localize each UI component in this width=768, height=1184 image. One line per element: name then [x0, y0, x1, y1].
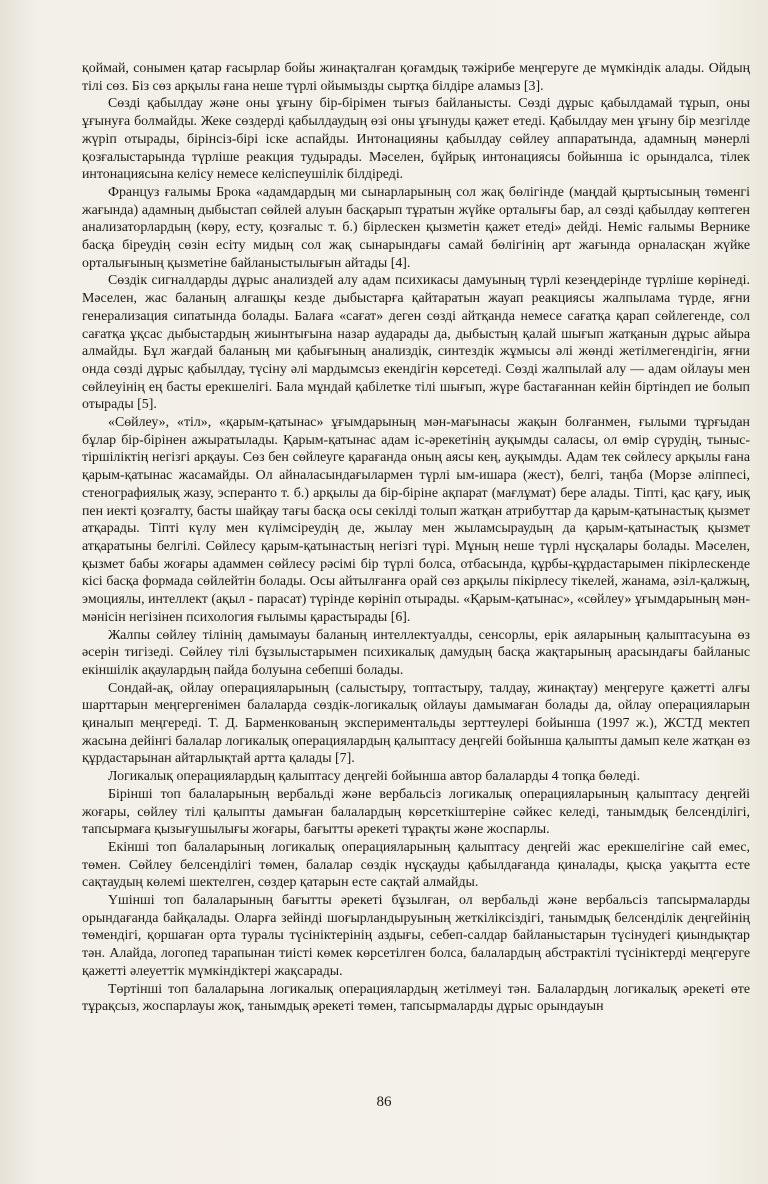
- paragraph-thinking-operations: Сондай-ақ, ойлау операцияларының (салыстыру, топтастыру, талдау, жинақтау) меңгеруге қажетті алғы шарттарын меңгергенімен балаларда сөздік-логикалық ойлауы дамымаған болады да, ойлау операцияларын қиналып меңгереді. Т. Д. Барменкованың экспериментальды зерттеулері бойынша (1997 ж.), ЖСТД мектеп жасына дейінгі балалар логикалық операциялардың қалыптасу деңгейі бойынша қалыпты дамып келе жатқан өз құрдастарынан айтарлықтай артта қалады [7].: [82, 680, 750, 767]
- paragraph-speech-underdevelopment: Жалпы сөйлеу тілінің дамымауы баланың интеллектуалды, сенсорлы, ерік аяларының қалыптасуына өз әсерін тигізеді. Сөйлеу тілі бұзылыстарымен психикалық дамудың басқа жақтарының арасындағы байланыс екіншілік ақаулардың пайда болуына себепші болады.: [82, 627, 750, 678]
- paragraph-group-four: Төртінші топ балаларына логикалық операциялардың жетілмеуі тән. Балалардың логикалық әрекеті өте тұрақсыз, жоспарлауы жоқ, танымдық әрекеті төмен, тапсырмаларды дұрыс орындауын: [82, 981, 750, 1015]
- paragraph-perception: Сөзді қабылдау және оны ұғыну бір-бірімен тығыз байланысты. Сөзді дұрыс қабылдамай тұрып, оны ұғынуға болмайды. Жеке сөздерді қабылдаудың өзі оны ұғынуды қажет етеді. Қабылдау мен ұғыну бір мезгілде жүріп отырады, бірінсіз-бірі іске аспайды. Интонацияны қабылдау сөйлеу аппаратында, адамның мәнерлі қозғалыстарында түрліше реакция тудырады. Мәселен, бұйрық интонациясы бойынша іс орындалса, тілек интонациясына келісу немесе келіспеушілік білдіреді.: [82, 96, 750, 183]
- paragraph-broca: Француз ғалымы Брока «адамдардың ми сынарларының сол жақ бөлігінде (маңдай қыртысының төменгі жағында) адамның дыбыстап сөйлей алуын басқарып тұратын жүйке орталығы бар, ал сөзді қабылдау көптеген анализаторлардың (көру, есту, қозғалыс т. б.) бірлескен қызметін қажет етеді» дейді. Неміс ғалымы Вернике басқа біреудің сөзін есіту мидың сол жақ сынарындағы самай бөлігінің арт жағында орналасқан жүйке орталығының қызметіне байланыстылығын айтады [4].: [82, 184, 750, 271]
- paragraph-continuation: қоймай, сонымен қатар ғасырлар бойы жинақталған қоғамдық тәжірибе меңгеруге де мүмкіндік алады. Ойдың тілі сөз. Біз сөз арқылы ғана неше түрлі ойымызды сыртқа білдіре аламыз [3].: [82, 61, 750, 94]
- paragraph-communication: «Сөйлеу», «тіл», «қарым-қатынас» ұғымдарының мән-мағынасы жақын болғанмен, ғылыми тұрғыдан бұлар бір-бірінен ажыратылады. Қарым-қатынас адам іс-әрекетінің ауқымды саласы, ол өмір сүрудің, тыныс-тіршіліктің негізгі арқауы. Сөз бен сөйлеуге қарағанда оның аясы кең, ауқымды. Адам тек сөйлесу арқылы ғана қарым-қатынас жасамайды. Ол айналасындағылармен түрлі ым-ишара (жест), белгі, таңба (Морзе әліппесі, стенографиялық жазу, эсперанто т. б.) арқылы да бір-біріне ақпарат (мағлұмат) бере алады. Тіпті, қас қағу, иық пен иекті қозғалту, басты шайқау тағы басқа осы секілді толып жатқан атрибуттар да қарым-қатынастық қызмет атқарады. Тіпті күлу мен күлімсіреудің де, жылау мен жыламсыраудың да қарым-қатынастық қызмет атқаратыны белгілі. Сөйлесу қарым-қатынастың негізгі түрі. Мұның неше түрлі нұсқалары болады. Мәселен, қызмет бабы жоғары адаммен сөйлесу рәсімі бір түрлі болса, отбасында, құрбы-құрдастарымен пікірлескенде кісі басқа формада сөйлейтін болады. Осы айтылғанға орай сөз арқылы пікірлесу тікелей, жанама, әзіл-қалжың, эмоциялы, интеллект (ақыл - парасат) түрінде көрініп отырады. «Қарым-қатынас», «сөйлеу» ұғымдарының мән-мәнісін негізінен психология ғылымы қарастырады [6].: [82, 415, 750, 625]
- paragraph-verbal-signals: Сөздік сигналдарды дұрыс анализдей алу адам психикасы дамуының түрлі кезеңдерінде түрліше көрінеді. Мәселен, жас баланың алғашқы кезде дыбыстарға қайтаратын жауап реакциясы жалпылама түрде, яғни генерализация сипатында болады. Балаға «сағат» деген сөзді айтқанда немесе сағатқа қарап сөйлегенде, сол сағатқа ұқсас дыбыстардың жиынтығына назар аударады да, дыбыстың қалай шығып жатқанын дұрыс айыра алмайды. Бұл жағдай баланың ми қабығының анализдік, синтездік жұмысы әлі жөнді жетілмегендігін, яғни онда сөзді дұрыс қабылдау, түсіну әлі мардымсыз екендігін көрсетеді. Сөзді жалпылай алу — адам ойлауы мен сөйлеуінің ең басты ерекшелігі. Бала мұндай қабілетке тілі шығып, жүре бастағаннан кейін біртіндеп ие болып отырады [5].: [82, 273, 750, 413]
- paragraph-group-one: Бірінші топ балаларының вербальді және вербальсіз логикалық операцияларының қалыптасу деңгейі жоғары, сөйлеу тілі қалыпты дамыған балалардың көрсеткіштеріне сәйкес келеді, танымдық белсенділігі, тапсырмаға қызығушылығы жоғары, бағытты әрекеті тұрақты және жоспарлы.: [82, 786, 750, 838]
- paragraph-group-two: Екінші топ балаларының логикалық операцияларының қалыптасу деңгейі жас ерекшелігіне сай емес, төмен. Сөйлеу белсенділігі төмен, балалар сөздік нұсқауды қабылдағанда қиналады, қысқа уақытта есте сақтаудың көлемі шектелген, сөздер қатарын есте сақтай алмайды.: [82, 839, 750, 891]
- paragraph-four-groups: Логикалық операциялардың қалыптасу деңгейі бойынша автор балаларды 4 топқа бөледі.: [108, 769, 641, 785]
- body-text: [82, 60, 750, 1016]
- page-number: 86: [376, 1094, 392, 1110]
- paragraph-group-three: Үшінші топ балаларының бағытты әрекеті бұзылған, ол вербальді және вербальсіз тапсырмаларды орындағанда байқалады. Оларға зейінді шоғырландыруының жеткіліксіздігі, танымдық белсенділік деңгейінің төмендігі, қоршаған орта туралы түсініктерінің аздығы, себеп-салдар байланыстарын түсінудегі қиындықтар тән. Алайда, логопед тарапынан тиісті көмек көрсетілген болса, балалардың абстрактілі түсініктерді меңгеруге қажетті әлеуеттік мүмкіндіктері жақсарады.: [82, 893, 750, 979]
